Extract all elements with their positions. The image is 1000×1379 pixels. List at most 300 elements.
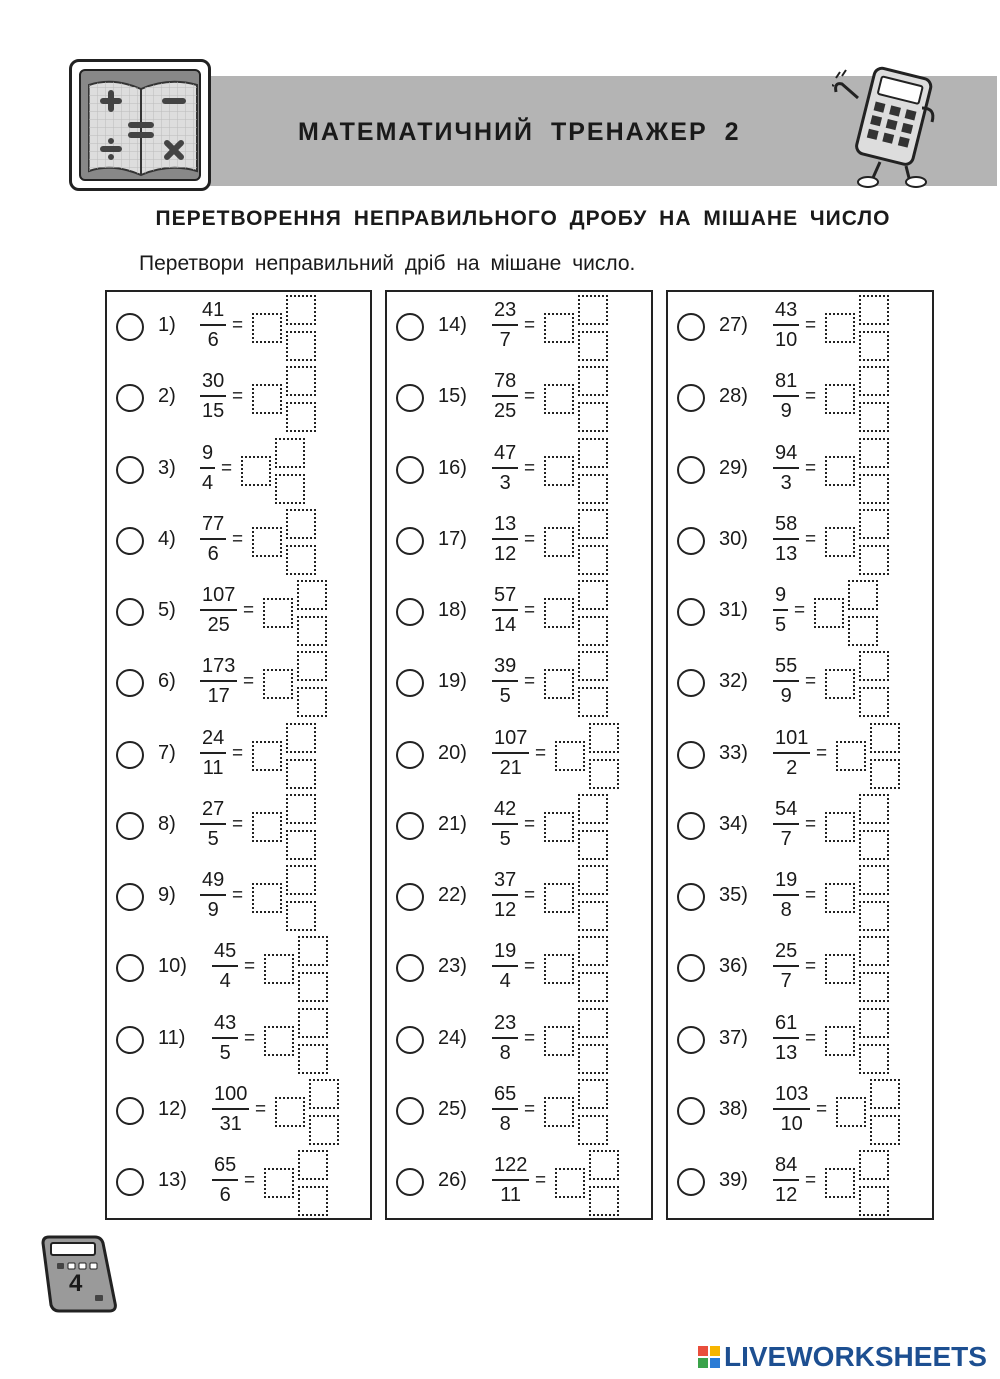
whole-part-input[interactable] [544, 598, 574, 628]
answer-check-circle[interactable] [677, 384, 705, 412]
equals-sign: = [244, 956, 256, 978]
fraction-numerator: 13 [494, 512, 517, 535]
fraction-numerator: 41 [202, 299, 225, 321]
answer-check-circle[interactable] [396, 527, 424, 555]
numerator-input[interactable] [297, 651, 327, 681]
denominator-input[interactable] [859, 1044, 889, 1074]
equals-sign: = [524, 1098, 536, 1120]
numerator-input[interactable] [859, 1150, 889, 1180]
whole-part-input[interactable] [252, 883, 282, 913]
exercise-item [116, 1150, 356, 1214]
answer-check-circle[interactable] [116, 812, 144, 840]
denominator-input[interactable] [275, 474, 305, 504]
numerator-input[interactable] [589, 723, 619, 753]
denominator-input[interactable] [297, 687, 327, 717]
whole-part-input[interactable] [252, 527, 282, 557]
equals-sign: = [244, 1027, 256, 1049]
exercise-number: 31) [719, 599, 748, 621]
numerator-input[interactable] [578, 580, 608, 610]
exercise-number: 23) [438, 955, 467, 978]
improper-fraction [773, 724, 810, 782]
exercise-item [396, 366, 636, 430]
fraction-denominator: 12 [494, 899, 517, 921]
fraction-denominator: 7 [780, 970, 792, 993]
equals-sign: = [243, 671, 255, 693]
numerator-input[interactable] [286, 865, 316, 895]
fraction-numerator: 43 [214, 1011, 237, 1034]
whole-part-input[interactable] [264, 954, 294, 984]
improper-fraction [492, 652, 518, 710]
answer-check-circle[interactable] [396, 812, 424, 840]
exercise-number: 39) [719, 1169, 748, 1191]
denominator-input[interactable] [578, 901, 608, 931]
exercise-item [116, 936, 356, 1000]
exercise-number: 22) [438, 884, 467, 906]
numerator-input[interactable] [578, 366, 608, 396]
answer-check-circle[interactable] [396, 384, 424, 412]
equals-sign: = [524, 528, 536, 550]
denominator-input[interactable] [309, 1115, 339, 1145]
whole-part-input[interactable] [825, 883, 855, 913]
exercise-item [396, 794, 636, 858]
denominator-input[interactable] [578, 1044, 608, 1074]
exercise-item [396, 936, 636, 1000]
answer-check-circle[interactable] [677, 456, 705, 484]
numerator-input[interactable] [309, 1079, 339, 1109]
answer-check-circle[interactable] [116, 1097, 144, 1125]
answer-check-circle[interactable] [677, 1097, 705, 1125]
equals-sign: = [244, 1170, 256, 1191]
improper-fraction [200, 439, 215, 497]
answer-check-circle[interactable] [116, 598, 144, 626]
whole-part-input[interactable] [252, 384, 282, 414]
fraction-denominator: 9 [780, 685, 792, 708]
equals-sign: = [805, 1170, 817, 1191]
answer-check-circle[interactable] [116, 1026, 144, 1054]
denominator-input[interactable] [578, 331, 608, 361]
fraction-numerator: 24 [202, 726, 225, 749]
whole-part-input[interactable] [252, 313, 282, 343]
answer-check-circle[interactable] [396, 883, 424, 911]
fraction-denominator: 7 [780, 827, 792, 850]
numerator-input[interactable] [859, 1008, 889, 1038]
numerator-input[interactable] [286, 366, 316, 396]
answer-check-circle[interactable] [396, 598, 424, 626]
fraction-numerator: 78 [494, 370, 517, 393]
whole-part-input[interactable] [544, 883, 574, 913]
numerator-input[interactable] [578, 295, 608, 325]
numerator-input[interactable] [859, 865, 889, 895]
whole-part-input[interactable] [825, 384, 855, 414]
fraction-denominator: 17 [207, 685, 230, 708]
whole-part-input[interactable] [252, 741, 282, 771]
exercise-number: 37) [719, 1026, 748, 1049]
fraction-numerator: 58 [775, 512, 798, 535]
numerator-input[interactable] [859, 936, 889, 966]
exercise-item [396, 509, 636, 573]
exercise-number: 28) [719, 385, 748, 408]
fraction-denominator: 12 [775, 1184, 798, 1206]
whole-part-input[interactable] [264, 1168, 294, 1198]
numerator-input[interactable] [275, 438, 305, 468]
whole-part-input[interactable] [825, 669, 855, 699]
fraction-denominator: 31 [219, 1112, 242, 1135]
whole-part-input[interactable] [825, 527, 855, 557]
exercise-number: 17) [438, 527, 467, 550]
fraction-denominator: 2 [786, 756, 798, 779]
fraction-denominator: 6 [219, 1184, 231, 1206]
fraction-denominator: 13 [775, 1041, 798, 1064]
improper-fraction [773, 510, 799, 568]
answer-check-circle[interactable] [396, 1026, 424, 1054]
fraction-numerator: 42 [494, 797, 517, 820]
improper-fraction [212, 1080, 249, 1138]
whole-part-input[interactable] [555, 1168, 585, 1198]
fraction-numerator: 100 [214, 1082, 248, 1105]
exercise-number: 29) [719, 456, 748, 479]
improper-fraction [200, 510, 226, 568]
fraction-denominator: 5 [207, 827, 219, 850]
exercise-item [396, 651, 636, 715]
fraction-denominator: 11 [500, 1184, 522, 1206]
fraction-denominator: 25 [494, 400, 517, 423]
denominator-input[interactable] [578, 474, 608, 504]
whole-part-input[interactable] [241, 456, 271, 486]
improper-fraction [492, 1009, 518, 1067]
whole-part-input[interactable] [825, 954, 855, 984]
fraction-numerator: 49 [202, 869, 225, 891]
whole-part-input[interactable] [263, 669, 293, 699]
answer-check-circle[interactable] [396, 1097, 424, 1125]
fraction-denominator: 11 [202, 756, 224, 779]
fraction-numerator: 37 [494, 869, 517, 891]
equals-sign: = [805, 315, 817, 336]
denominator-input[interactable] [286, 759, 316, 789]
exercise-item [396, 865, 636, 929]
denominator-input[interactable] [589, 1186, 619, 1216]
denominator-input[interactable] [859, 1186, 889, 1216]
improper-fraction [200, 367, 226, 425]
exercise-item [396, 1079, 636, 1143]
exercise-item [116, 1079, 356, 1143]
whole-part-input[interactable] [825, 1168, 855, 1198]
fraction-denominator: 13 [775, 542, 798, 565]
answer-check-circle[interactable] [396, 456, 424, 484]
numerator-input[interactable] [286, 295, 316, 325]
equals-sign: = [232, 813, 244, 835]
fraction-numerator: 57 [494, 584, 517, 606]
numerator-input[interactable] [578, 936, 608, 966]
whole-part-input[interactable] [544, 527, 574, 557]
whole-part-input[interactable] [836, 1097, 866, 1127]
fraction-numerator: 23 [494, 1011, 517, 1034]
equals-sign: = [243, 600, 255, 621]
whole-part-input[interactable] [555, 741, 585, 771]
numerator-input[interactable] [870, 1079, 900, 1109]
exercise-number: 12) [158, 1097, 187, 1120]
answer-check-circle[interactable] [677, 883, 705, 911]
answer-check-circle[interactable] [677, 669, 705, 697]
denominator-input[interactable] [298, 1044, 328, 1074]
numerator-input[interactable] [578, 438, 608, 468]
exercise-item [116, 438, 356, 502]
fraction-numerator: 9 [775, 584, 787, 606]
fraction-denominator: 8 [499, 1041, 511, 1064]
answer-check-circle[interactable] [396, 741, 424, 769]
denominator-input[interactable] [859, 972, 889, 1002]
equals-sign: = [805, 956, 817, 978]
whole-part-input[interactable] [544, 954, 574, 984]
denominator-input[interactable] [578, 545, 608, 575]
equals-sign: = [524, 386, 536, 408]
improper-fraction [773, 1080, 810, 1138]
exercise-number: 33) [719, 741, 748, 764]
fraction-numerator: 173 [202, 655, 236, 678]
improper-fraction [492, 795, 518, 853]
answer-check-circle[interactable] [116, 954, 144, 982]
answer-check-circle[interactable] [116, 1168, 144, 1196]
exercise-item [677, 865, 917, 929]
numerator-input[interactable] [286, 723, 316, 753]
numerator-input[interactable] [578, 1008, 608, 1038]
answer-check-circle[interactable] [116, 527, 144, 555]
denominator-input[interactable] [589, 759, 619, 789]
numerator-input[interactable] [298, 936, 328, 966]
denominator-input[interactable] [578, 616, 608, 646]
whole-part-input[interactable] [252, 812, 282, 842]
improper-fraction [773, 652, 799, 710]
whole-part-input[interactable] [825, 1026, 855, 1056]
answer-check-circle[interactable] [396, 954, 424, 982]
numerator-input[interactable] [859, 794, 889, 824]
exercise-item [677, 723, 917, 787]
numerator-input[interactable] [859, 509, 889, 539]
equals-sign: = [524, 671, 536, 693]
numerator-input[interactable] [578, 1079, 608, 1109]
whole-part-input[interactable] [263, 598, 293, 628]
fraction-numerator: 54 [775, 797, 798, 820]
fraction-denominator: 4 [219, 970, 231, 993]
denominator-input[interactable] [286, 901, 316, 931]
exercise-item [116, 651, 356, 715]
fraction-numerator: 19 [494, 940, 517, 963]
numerator-input[interactable] [578, 794, 608, 824]
calculator-mascot-icon [832, 64, 944, 188]
denominator-input[interactable] [870, 1115, 900, 1145]
brand-logo[interactable] [698, 1340, 987, 1374]
exercise-number: 26) [438, 1169, 467, 1191]
whole-part-input[interactable] [814, 598, 844, 628]
exercise-number: 38) [719, 1097, 748, 1120]
denominator-input[interactable] [298, 972, 328, 1002]
whole-part-input[interactable] [544, 313, 574, 343]
fraction-denominator: 5 [219, 1041, 231, 1064]
exercise-item [116, 580, 356, 644]
answer-check-circle[interactable] [677, 812, 705, 840]
fraction-numerator: 30 [202, 370, 225, 393]
denominator-input[interactable] [297, 616, 327, 646]
answer-check-circle[interactable] [116, 384, 144, 412]
numerator-input[interactable] [848, 580, 878, 610]
fraction-denominator: 12 [494, 542, 517, 565]
denominator-input[interactable] [859, 331, 889, 361]
whole-part-input[interactable] [544, 384, 574, 414]
improper-fraction [773, 296, 799, 354]
exercise-number: 4) [158, 527, 176, 550]
exercise-item [396, 295, 636, 359]
denominator-input[interactable] [859, 687, 889, 717]
answer-check-circle[interactable] [116, 313, 144, 341]
equals-sign: = [535, 1170, 547, 1191]
answer-check-circle[interactable] [116, 883, 144, 911]
answer-check-circle[interactable] [396, 669, 424, 697]
whole-part-input[interactable] [264, 1026, 294, 1056]
equals-sign: = [816, 742, 828, 764]
equals-sign: = [805, 1027, 817, 1049]
denominator-input[interactable] [286, 830, 316, 860]
equals-sign: = [805, 457, 817, 479]
answer-check-circle[interactable] [677, 954, 705, 982]
equals-sign: = [794, 600, 806, 621]
answer-check-circle[interactable] [677, 313, 705, 341]
whole-part-input[interactable] [544, 456, 574, 486]
equals-sign: = [805, 885, 817, 906]
answer-check-circle[interactable] [677, 527, 705, 555]
improper-fraction [773, 795, 799, 853]
numerator-input[interactable] [870, 723, 900, 753]
denominator-input[interactable] [859, 545, 889, 575]
exercise-item [677, 509, 917, 573]
answer-check-circle[interactable] [116, 669, 144, 697]
fraction-denominator: 6 [207, 329, 219, 351]
fraction-denominator: 3 [499, 471, 511, 494]
whole-part-input[interactable] [544, 1026, 574, 1056]
denominator-input[interactable] [286, 402, 316, 432]
numerator-input[interactable] [589, 1150, 619, 1180]
improper-fraction [773, 439, 799, 497]
fraction-numerator: 19 [775, 869, 798, 891]
exercise-item [677, 1079, 917, 1143]
exercise-number: 2) [158, 385, 176, 408]
denominator-input[interactable] [859, 402, 889, 432]
numerator-input[interactable] [578, 865, 608, 895]
equals-sign: = [255, 1098, 267, 1120]
whole-part-input[interactable] [275, 1097, 305, 1127]
equals-sign: = [524, 315, 536, 336]
answer-check-circle[interactable] [677, 741, 705, 769]
whole-part-input[interactable] [544, 669, 574, 699]
numerator-input[interactable] [298, 1150, 328, 1180]
equals-sign: = [221, 457, 233, 479]
whole-part-input[interactable] [544, 1097, 574, 1127]
numerator-input[interactable] [578, 509, 608, 539]
fraction-numerator: 65 [494, 1082, 517, 1105]
numerator-input[interactable] [859, 366, 889, 396]
exercise-item [116, 366, 356, 430]
improper-fraction [773, 866, 799, 924]
denominator-input[interactable] [859, 901, 889, 931]
numerator-input[interactable] [297, 580, 327, 610]
whole-part-input[interactable] [836, 741, 866, 771]
whole-part-input[interactable] [825, 812, 855, 842]
answer-check-circle[interactable] [677, 1168, 705, 1196]
equals-sign: = [524, 1027, 536, 1049]
answer-check-circle[interactable] [116, 741, 144, 769]
answer-check-circle[interactable] [677, 1026, 705, 1054]
page-number: 4 [69, 1270, 83, 1297]
exercise-number: 6) [158, 670, 176, 693]
denominator-input[interactable] [578, 687, 608, 717]
worksheet-subtitle: ПЕРЕТВОРЕННЯ НЕПРАВИЛЬНОГО ДРОБУ НА МІШАНЕ ЧИСЛО [155, 207, 891, 230]
equals-sign: = [805, 671, 817, 693]
answer-check-circle[interactable] [677, 598, 705, 626]
denominator-input[interactable] [578, 402, 608, 432]
numerator-input[interactable] [286, 509, 316, 539]
denominator-input[interactable] [578, 972, 608, 1002]
denominator-input[interactable] [286, 545, 316, 575]
denominator-input[interactable] [848, 616, 878, 646]
fraction-numerator: 45 [214, 940, 237, 963]
numerator-input[interactable] [859, 295, 889, 325]
denominator-input[interactable] [286, 331, 316, 361]
exercise-number: 11) [158, 1026, 186, 1049]
math-logo [69, 59, 211, 191]
fraction-numerator: 9 [202, 441, 214, 464]
improper-fraction [492, 1151, 529, 1209]
exercise-item [677, 794, 917, 858]
fraction-denominator: 9 [207, 899, 219, 921]
fraction-denominator: 25 [207, 614, 230, 636]
numerator-input[interactable] [298, 1008, 328, 1038]
exercise-item [677, 1008, 917, 1072]
fraction-denominator: 3 [780, 471, 792, 494]
denominator-input[interactable] [859, 474, 889, 504]
fraction-numerator: 65 [214, 1154, 237, 1176]
improper-fraction [212, 1151, 238, 1209]
equals-sign: = [805, 386, 817, 408]
answer-check-circle[interactable] [396, 1168, 424, 1196]
numerator-input[interactable] [286, 794, 316, 824]
equals-sign: = [524, 600, 536, 621]
denominator-input[interactable] [578, 830, 608, 860]
denominator-input[interactable] [859, 830, 889, 860]
answer-check-circle[interactable] [116, 456, 144, 484]
math-signs-icon [79, 69, 201, 181]
exercise-item [677, 295, 917, 359]
exercise-item [116, 1008, 356, 1072]
whole-part-input[interactable] [544, 812, 574, 842]
numerator-input[interactable] [578, 651, 608, 681]
fraction-denominator: 5 [775, 614, 787, 636]
whole-part-input[interactable] [825, 313, 855, 343]
whole-part-input[interactable] [825, 456, 855, 486]
denominator-input[interactable] [870, 759, 900, 789]
fraction-denominator: 8 [780, 899, 792, 921]
denominator-input[interactable] [578, 1115, 608, 1145]
exercise-item [396, 723, 636, 787]
numerator-input[interactable] [859, 651, 889, 681]
improper-fraction [492, 581, 518, 639]
denominator-input[interactable] [298, 1186, 328, 1216]
equals-sign: = [535, 742, 547, 764]
fraction-numerator: 101 [775, 726, 809, 749]
numerator-input[interactable] [859, 438, 889, 468]
improper-fraction [200, 652, 237, 710]
fraction-denominator: 10 [775, 329, 798, 351]
fraction-denominator: 7 [499, 329, 511, 351]
answer-check-circle[interactable] [396, 313, 424, 341]
exercise-number: 30) [719, 527, 748, 550]
